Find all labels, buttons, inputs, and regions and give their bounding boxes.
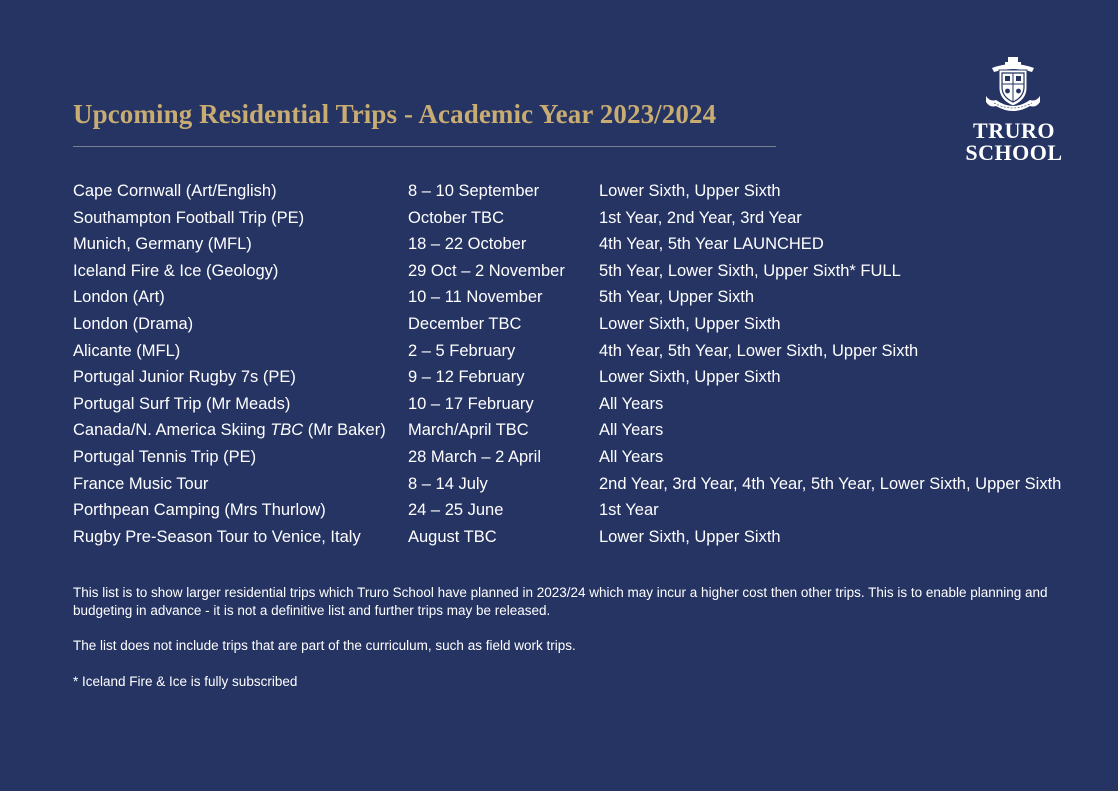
logo-text-truro: TRURO (973, 118, 1055, 143)
note-purpose: This list is to show larger residential trips which Truro School have planned in 2023/24 which may incur a higher cost then other trips. This is to enable planning and budgeting in advance - it is not a definitive list and further trips may be released. (73, 585, 1048, 618)
table-row (73, 444, 1083, 471)
trip-year-groups: Lower Sixth, Upper Sixth (599, 527, 781, 546)
trip-dates: 9 – 12 February (408, 368, 525, 387)
page-title: Upcoming Residential Trips - Academic Year 2023/2024 (73, 99, 717, 129)
table-row (73, 205, 1083, 232)
school-logo (950, 54, 1078, 164)
note-iceland-full: * Iceland Fire & Ice is fully subscribed (73, 673, 298, 689)
table-row (73, 391, 1083, 418)
trip-name: Portugal Surf Trip (Mr Meads) (73, 394, 291, 413)
table-row (73, 364, 1083, 391)
trip-dates: 10 – 11 November (408, 288, 543, 307)
trip-name: France Music Tour (73, 474, 209, 493)
school-crest-icon (982, 56, 1044, 114)
logo-text-school: SCHOOL (965, 140, 1063, 165)
table-row (73, 417, 1083, 444)
trip-year-groups: All Years (599, 447, 664, 466)
trip-dates: 28 March – 2 April (408, 447, 541, 466)
trip-name-part: Canada/N. America Skiing (73, 421, 271, 440)
table-row (73, 178, 1083, 205)
table-row (73, 497, 1083, 524)
trip-name: Alicante (MFL) (73, 341, 181, 360)
trip-name: Munich, Germany (MFL) (73, 235, 252, 254)
trip-dates: October TBC (408, 208, 504, 227)
trip-dates: 2 – 5 February (408, 341, 516, 360)
trip-dates: 8 – 10 September (408, 182, 540, 200)
trip-year-groups: 4th Year, 5th Year LAUNCHED (599, 235, 824, 254)
trip-name: London (Art) (73, 288, 165, 307)
trip-year-groups: Lower Sixth, Upper Sixth (599, 182, 781, 200)
trip-dates: 24 – 25 June (408, 501, 504, 520)
trip-name: Portugal Junior Rugby 7s (PE) (73, 368, 296, 387)
trip-year-groups: All Years (599, 421, 664, 440)
trip-year-groups: Lower Sixth, Upper Sixth (599, 314, 781, 333)
table-row (73, 471, 1083, 498)
trip-year-groups: 5th Year, Upper Sixth (599, 288, 755, 307)
trip-name: Portugal Tennis Trip (PE) (73, 447, 257, 466)
footnotes (73, 584, 1063, 708)
trip-name (73, 417, 386, 444)
note-curriculum: The list does not include trips that are part of the curriculum, such as field work trips. (73, 638, 576, 653)
trip-dates: 18 – 22 October (408, 235, 527, 254)
trip-year-groups: 2nd Year, 3rd Year, 4th Year, 5th Year, Lower Sixth, Upper Sixth (599, 474, 1062, 493)
table-row (73, 524, 1083, 551)
trip-name: London (Drama) (73, 314, 194, 333)
table-row (73, 258, 1083, 285)
trip-year-groups: 1st Year, 2nd Year, 3rd Year (599, 208, 802, 227)
trip-year-groups: Lower Sixth, Upper Sixth (599, 368, 781, 387)
trip-year-groups: All Years (599, 394, 664, 413)
table-row (73, 338, 1083, 365)
trip-year-groups: 4th Year, 5th Year, Lower Sixth, Upper Sixth (599, 341, 919, 360)
trip-name-tbc: TBC (270, 421, 304, 440)
trip-name: Iceland Fire & Ice (Geology) (73, 261, 279, 280)
trip-dates: 10 – 17 February (408, 394, 534, 413)
trip-dates: 29 Oct – 2 November (408, 261, 565, 280)
trip-year-groups: 5th Year, Lower Sixth, Upper Sixth* FULL (599, 261, 901, 280)
table-row (73, 311, 1083, 338)
trip-dates: December TBC (408, 314, 522, 333)
title-divider (73, 146, 776, 147)
trip-name-part: (Mr Baker) (303, 421, 386, 440)
trip-dates: March/April TBC (408, 421, 529, 440)
trip-name: Cape Cornwall (Art/English) (73, 182, 277, 200)
trip-year-groups: 1st Year (599, 501, 659, 520)
trips-table (73, 178, 1083, 550)
trip-dates: 8 – 14 July (408, 474, 488, 493)
trip-name: Porthpean Camping (Mrs Thurlow) (73, 501, 326, 520)
table-row (73, 231, 1083, 258)
trip-name: Rugby Pre-Season Tour to Venice, Italy (73, 527, 361, 546)
trip-name: Southampton Football Trip (PE) (73, 208, 305, 227)
trip-dates: August TBC (408, 527, 497, 546)
table-row (73, 284, 1083, 311)
